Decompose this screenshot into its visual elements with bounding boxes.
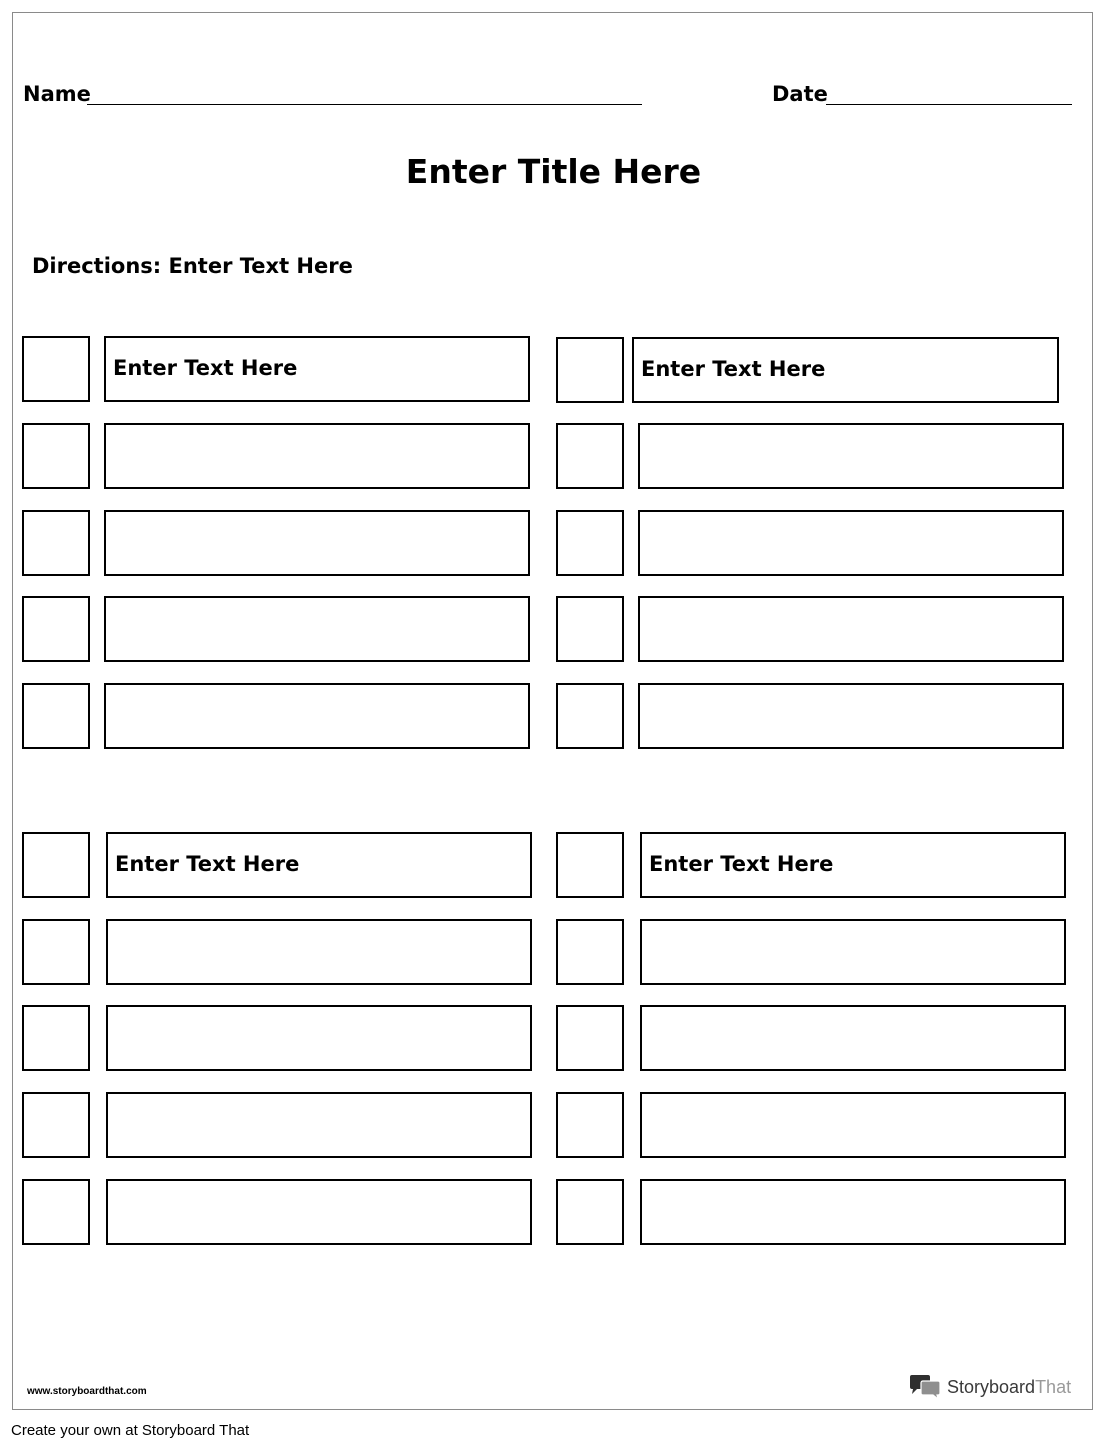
left-header-box[interactable] bbox=[104, 336, 530, 402]
left-square-box[interactable] bbox=[22, 919, 90, 985]
right-square-box[interactable] bbox=[556, 510, 624, 576]
left-text-box[interactable] bbox=[104, 596, 530, 662]
right-header-text: Enter Text Here bbox=[649, 852, 834, 876]
left-square-box[interactable] bbox=[22, 1179, 90, 1245]
left-square-box[interactable] bbox=[22, 1092, 90, 1158]
name-label: Name bbox=[23, 82, 91, 106]
left-text-box[interactable] bbox=[104, 423, 530, 489]
brand-name-part1: Storyboard bbox=[947, 1376, 1036, 1397]
left-square-box[interactable] bbox=[22, 336, 90, 402]
right-text-box[interactable] bbox=[640, 1179, 1066, 1245]
website-url: www.storyboardthat.com bbox=[27, 1386, 147, 1397]
storyboardthat-logo bbox=[908, 1373, 1071, 1401]
right-text-box[interactable] bbox=[638, 423, 1064, 489]
date-label: Date bbox=[772, 82, 828, 106]
name-line[interactable] bbox=[87, 104, 642, 105]
right-square-box[interactable] bbox=[556, 832, 624, 898]
right-header-text: Enter Text Here bbox=[641, 357, 826, 381]
left-square-box[interactable] bbox=[22, 1005, 90, 1071]
right-square-box[interactable] bbox=[556, 1005, 624, 1071]
date-line[interactable] bbox=[826, 104, 1072, 105]
left-square-box[interactable] bbox=[22, 683, 90, 749]
right-text-box[interactable] bbox=[638, 683, 1064, 749]
left-text-box[interactable] bbox=[106, 1092, 532, 1158]
left-text-box[interactable] bbox=[106, 1005, 532, 1071]
right-square-box[interactable] bbox=[556, 683, 624, 749]
left-square-box[interactable] bbox=[22, 832, 90, 898]
right-square-box[interactable] bbox=[556, 337, 624, 403]
right-square-box[interactable] bbox=[556, 1179, 624, 1245]
right-square-box[interactable] bbox=[556, 596, 624, 662]
left-text-box[interactable] bbox=[104, 510, 530, 576]
left-text-box[interactable] bbox=[106, 919, 532, 985]
left-header-text: Enter Text Here bbox=[115, 852, 300, 876]
left-square-box[interactable] bbox=[22, 510, 90, 576]
footer-tagline[interactable]: Create your own at Storyboard That bbox=[11, 1422, 250, 1439]
left-square-box[interactable] bbox=[22, 423, 90, 489]
right-text-box[interactable] bbox=[638, 510, 1064, 576]
left-header-box[interactable] bbox=[106, 832, 532, 898]
brand-name bbox=[947, 1377, 1071, 1398]
right-square-box[interactable] bbox=[556, 919, 624, 985]
brand-name-part2: That bbox=[1035, 1376, 1072, 1397]
left-square-box[interactable] bbox=[22, 596, 90, 662]
right-header-box[interactable] bbox=[632, 337, 1059, 403]
speech-bubbles-icon bbox=[908, 1374, 942, 1400]
right-square-box[interactable] bbox=[556, 423, 624, 489]
left-text-box[interactable] bbox=[104, 683, 530, 749]
right-header-box[interactable] bbox=[640, 832, 1066, 898]
page-title: Enter Title Here bbox=[405, 152, 702, 191]
right-text-box[interactable] bbox=[640, 1092, 1066, 1158]
directions-text: Directions: Enter Text Here bbox=[32, 254, 353, 278]
right-text-box[interactable] bbox=[640, 1005, 1066, 1071]
left-header-text: Enter Text Here bbox=[113, 356, 298, 380]
left-text-box[interactable] bbox=[106, 1179, 532, 1245]
right-text-box[interactable] bbox=[640, 919, 1066, 985]
right-square-box[interactable] bbox=[556, 1092, 624, 1158]
right-text-box[interactable] bbox=[638, 596, 1064, 662]
